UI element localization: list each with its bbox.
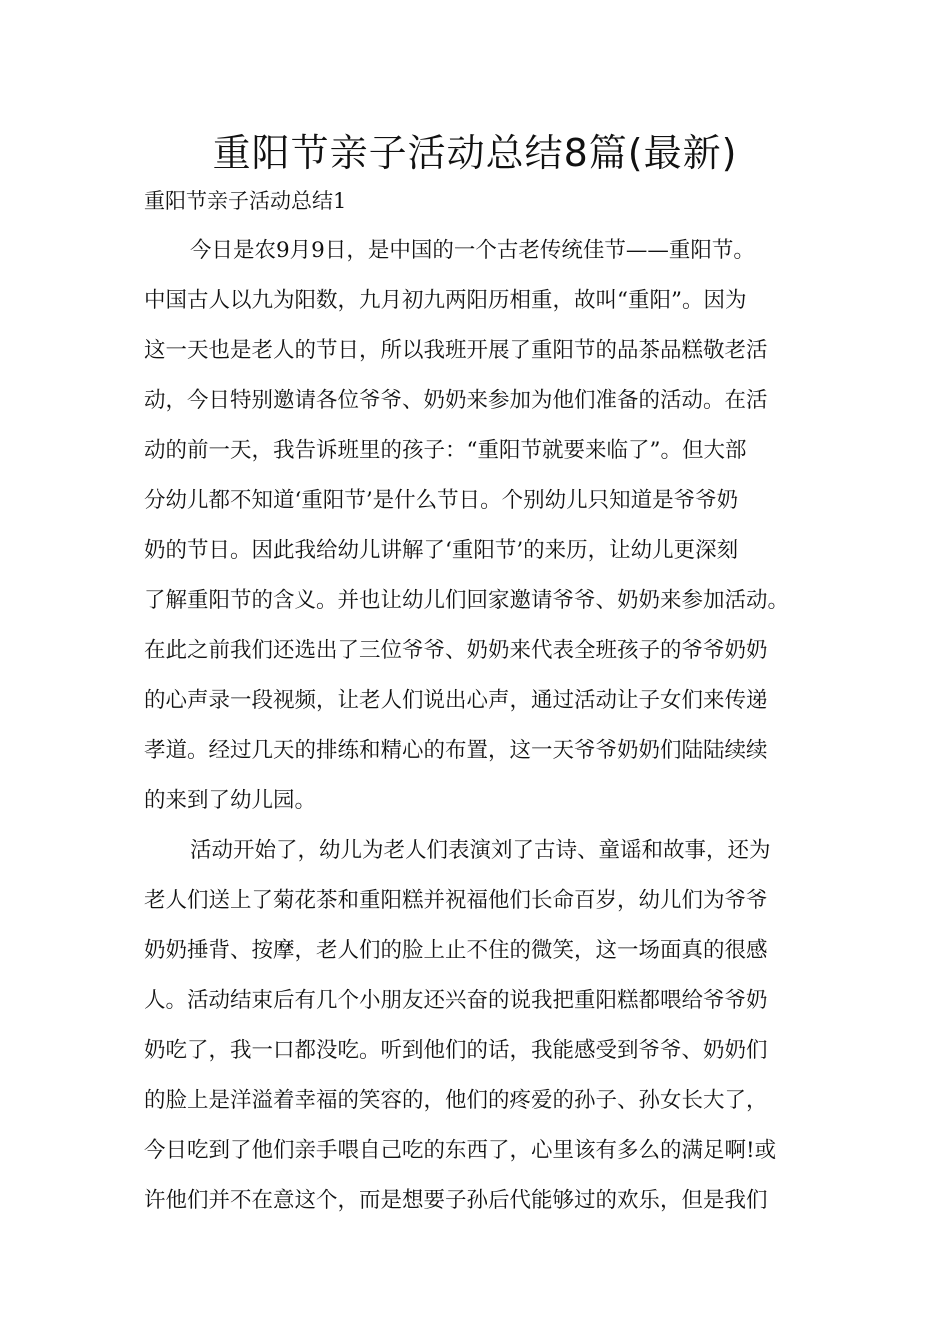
paragraph-line: 活动开始了，幼儿为老人们表演刘了古诗、童谣和故事，还为: [190, 838, 771, 863]
document-title: 重阳节亲子活动总结8篇(最新): [212, 131, 738, 175]
paragraph-line: 奶的节日。因此我给幼儿讲解了‘重阳节’的来历，让幼儿更深刻: [144, 538, 739, 563]
paragraph-line: 孝道。经过几天的排练和精心的布置，这一天爷爷奶奶们陆陆续续: [144, 738, 768, 763]
paragraph-line: 动的前一天，我告诉班里的孩子：“重阳节就要来临了”。但大部: [144, 438, 747, 463]
paragraph-line: 今日吃到了他们亲手喂自己吃的东西了，心里该有多么的满足啊!或: [144, 1138, 777, 1163]
paragraph-line: 许他们并不在意这个，而是想要子孙后代能够过的欢乐，但是我们: [144, 1188, 768, 1213]
paragraph-line: 奶奶捶背、按摩，老人们的脸上止不住的微笑，这一场面真的很感: [144, 938, 768, 963]
paragraph-line: 分幼儿都不知道‘重阳节’是什么节日。个别幼儿只知道是爷爷奶: [144, 488, 739, 513]
section-heading: 重阳节亲子活动总结1: [144, 189, 347, 213]
paragraph-line: 人。活动结束后有几个小朋友还兴奋的说我把重阳糕都喂给爷爷奶: [144, 988, 768, 1013]
paragraph-line: 老人们送上了菊花茶和重阳糕并祝福他们长命百岁，幼儿们为爷爷: [144, 888, 768, 913]
paragraph-line: 的脸上是洋溢着幸福的笑容的，他们的疼爱的孙子、孙女长大了，: [144, 1088, 768, 1113]
paragraph-line: 在此之前我们还选出了三位爷爷、奶奶来代表全班孩子的爷爷奶奶: [144, 638, 768, 663]
paragraph-line: 动，今日特别邀请各位爷爷、奶奶来参加为他们准备的活动。在活: [144, 388, 768, 413]
paragraph-line: 中国古人以九为阳数，九月初九两阳历相重，故叫“重阳”。因为: [144, 288, 747, 313]
paragraph-line: 的心声录一段视频，让老人们说出心声，通过活动让子女们来传递: [144, 688, 768, 713]
paragraph-line: 奶吃了，我一口都没吃。听到他们的话，我能感受到爷爷、奶奶们: [144, 1038, 768, 1063]
paragraph-line: 了解重阳节的含义。并也让幼儿们回家邀请爷爷、奶奶来参加活动。: [144, 588, 790, 613]
paragraph-line: 这一天也是老人的节日，所以我班开展了重阳节的品茶品糕敬老活: [144, 338, 768, 363]
paragraph-line: 的来到了幼儿园。: [144, 788, 317, 813]
paragraph-line: 今日是农9月9日，是中国的一个古老传统佳节——重阳节。: [190, 238, 755, 263]
